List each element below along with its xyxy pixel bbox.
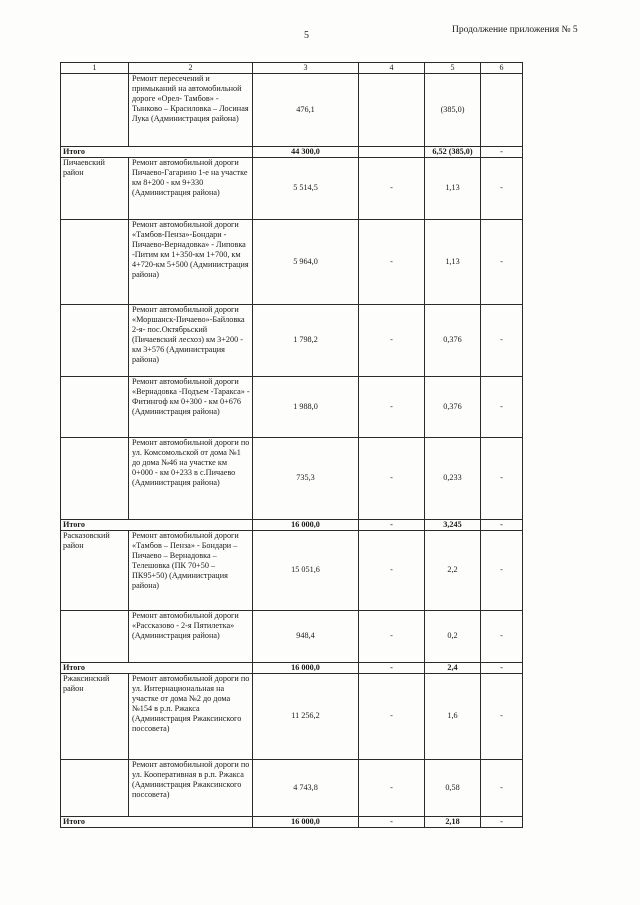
- district-cell: Пичаевский район: [61, 157, 129, 219]
- district-cell: [61, 73, 129, 146]
- amount-cell: 4 743,8: [253, 759, 359, 816]
- column-4-cell: -: [359, 673, 425, 759]
- length-cell: 6,52 (385,0): [425, 146, 481, 157]
- work-description-cell: Ремонт автомобильной дороги «Тамбов – Пенза» - Бондари – Пичаево – Вернадовка – Телешовка (ПК 70+50 – ПК95+50) (Администрация района): [129, 530, 253, 610]
- total-label: Итого: [61, 146, 253, 157]
- column-header: 1: [61, 63, 129, 74]
- total-label: Итого: [61, 816, 253, 827]
- work-description-cell: Ремонт автомобильной дороги Пичаево-Гагарино 1-е на участке км 8+200 - км 9+330 (Администрация района): [129, 157, 253, 219]
- amount-cell: 1 798,2: [253, 304, 359, 376]
- column-4-cell: [359, 73, 425, 146]
- column-4-cell: -: [359, 530, 425, 610]
- column-4-cell: [359, 146, 425, 157]
- column-6-cell: -: [481, 662, 523, 673]
- length-cell: 0,376: [425, 376, 481, 437]
- column-6-cell: -: [481, 376, 523, 437]
- column-6-cell: -: [481, 530, 523, 610]
- column-header: 2: [129, 63, 253, 74]
- table-row: [61, 219, 523, 304]
- column-4-cell: -: [359, 759, 425, 816]
- column-header: 5: [425, 63, 481, 74]
- column-6-cell: -: [481, 759, 523, 816]
- column-4-cell: -: [359, 304, 425, 376]
- amount-cell: 16 000,0: [253, 816, 359, 827]
- road-repair-table: [60, 62, 523, 828]
- work-description-cell: Ремонт автомобильной дороги «Тамбов-Пенза»-Бондари - Пичаево-Вернадовка» - Липовка -Питим км 1+350-км 1+700, км 4+720-км 5+500 (Администрация района): [129, 219, 253, 304]
- work-description-cell: Ремонт автомобильной дороги по ул. Интернациональная на участке от дома №2 до дома №154 в р.п. Ржакса (Администрация Ржаксинского поссовета): [129, 673, 253, 759]
- district-cell: [61, 437, 129, 519]
- total-row: [61, 146, 523, 157]
- column-6-cell: -: [481, 157, 523, 219]
- total-label: Итого: [61, 662, 253, 673]
- column-6-cell: -: [481, 304, 523, 376]
- column-6-cell: [481, 73, 523, 146]
- length-cell: 2,18: [425, 816, 481, 827]
- length-cell: 0,376: [425, 304, 481, 376]
- work-description-cell: Ремонт пересечений и примыканий на автомобильной дороге «Орел- Тамбов» - Тынково – Красиловка – Лосиная Лука (Администрация района): [129, 73, 253, 146]
- length-cell: 0,233: [425, 437, 481, 519]
- length-cell: 0,2: [425, 610, 481, 662]
- work-description-cell: Ремонт автомобильной дороги «Вернадовка -Подъем -Таракса» - Фитингоф км 0+300 - км 0+676 (Администрация района): [129, 376, 253, 437]
- amount-cell: 948,4: [253, 610, 359, 662]
- table-row: [61, 304, 523, 376]
- district-cell: [61, 759, 129, 816]
- district-cell: [61, 376, 129, 437]
- total-row: [61, 519, 523, 530]
- work-description-cell: Ремонт автомобильной дороги «Рассказово - 2-я Пятилетка» (Администрация района): [129, 610, 253, 662]
- page-number: 5: [304, 30, 309, 41]
- length-cell: 2,4: [425, 662, 481, 673]
- column-6-cell: -: [481, 519, 523, 530]
- table-row: [61, 673, 523, 759]
- table-row: [61, 157, 523, 219]
- length-cell: 2,2: [425, 530, 481, 610]
- column-header: 4: [359, 63, 425, 74]
- length-cell: 1,6: [425, 673, 481, 759]
- work-description-cell: Ремонт автомобильной дороги по ул. Комсомольской от дома №1 до дома №46 на участке км 0+000 - км 0+233 в с.Пичаево (Администрация района): [129, 437, 253, 519]
- amount-cell: 5 964,0: [253, 219, 359, 304]
- amount-cell: 476,1: [253, 73, 359, 146]
- district-cell: Расказовский район: [61, 530, 129, 610]
- column-4-cell: -: [359, 816, 425, 827]
- district-cell: [61, 304, 129, 376]
- column-4-cell: -: [359, 662, 425, 673]
- length-cell: (385,0): [425, 73, 481, 146]
- table-row: [61, 610, 523, 662]
- column-4-cell: -: [359, 519, 425, 530]
- column-6-cell: -: [481, 219, 523, 304]
- column-header-row: [61, 63, 523, 74]
- amount-cell: 5 514,5: [253, 157, 359, 219]
- length-cell: 1,13: [425, 219, 481, 304]
- district-cell: [61, 219, 129, 304]
- amount-cell: 735,3: [253, 437, 359, 519]
- work-description-cell: Ремонт автомобильной дороги по ул. Кооперативная в р.п. Ржакса (Администрация Ржаксинского поссовета): [129, 759, 253, 816]
- table-row: [61, 73, 523, 146]
- column-6-cell: -: [481, 816, 523, 827]
- column-4-cell: -: [359, 157, 425, 219]
- amount-cell: 16 000,0: [253, 519, 359, 530]
- amount-cell: 11 256,2: [253, 673, 359, 759]
- column-header: 3: [253, 63, 359, 74]
- length-cell: 3,245: [425, 519, 481, 530]
- length-cell: 0,58: [425, 759, 481, 816]
- amount-cell: 44 300,0: [253, 146, 359, 157]
- work-description-cell: Ремонт автомобильной дороги «Моршанск-Пичаево»-Байловка 2-я- пос.Октябрьский (Пичаевский лесхоз) км 3+200 - км 3+576 (Администрация района): [129, 304, 253, 376]
- column-4-cell: -: [359, 376, 425, 437]
- table-row: [61, 437, 523, 519]
- column-4-cell: -: [359, 610, 425, 662]
- district-cell: [61, 610, 129, 662]
- column-header: 6: [481, 63, 523, 74]
- appendix-continuation-note: Продолжение приложения № 5: [452, 25, 578, 35]
- length-cell: 1,13: [425, 157, 481, 219]
- table-row: [61, 759, 523, 816]
- total-label: Итого: [61, 519, 253, 530]
- amount-cell: 15 051,6: [253, 530, 359, 610]
- table-row: [61, 376, 523, 437]
- total-row: [61, 816, 523, 827]
- amount-cell: 1 988,0: [253, 376, 359, 437]
- column-4-cell: -: [359, 219, 425, 304]
- column-6-cell: -: [481, 437, 523, 519]
- column-6-cell: -: [481, 610, 523, 662]
- column-4-cell: -: [359, 437, 425, 519]
- column-6-cell: -: [481, 146, 523, 157]
- column-6-cell: -: [481, 673, 523, 759]
- total-row: [61, 662, 523, 673]
- amount-cell: 16 000,0: [253, 662, 359, 673]
- table-row: [61, 530, 523, 610]
- district-cell: Ржаксинский район: [61, 673, 129, 759]
